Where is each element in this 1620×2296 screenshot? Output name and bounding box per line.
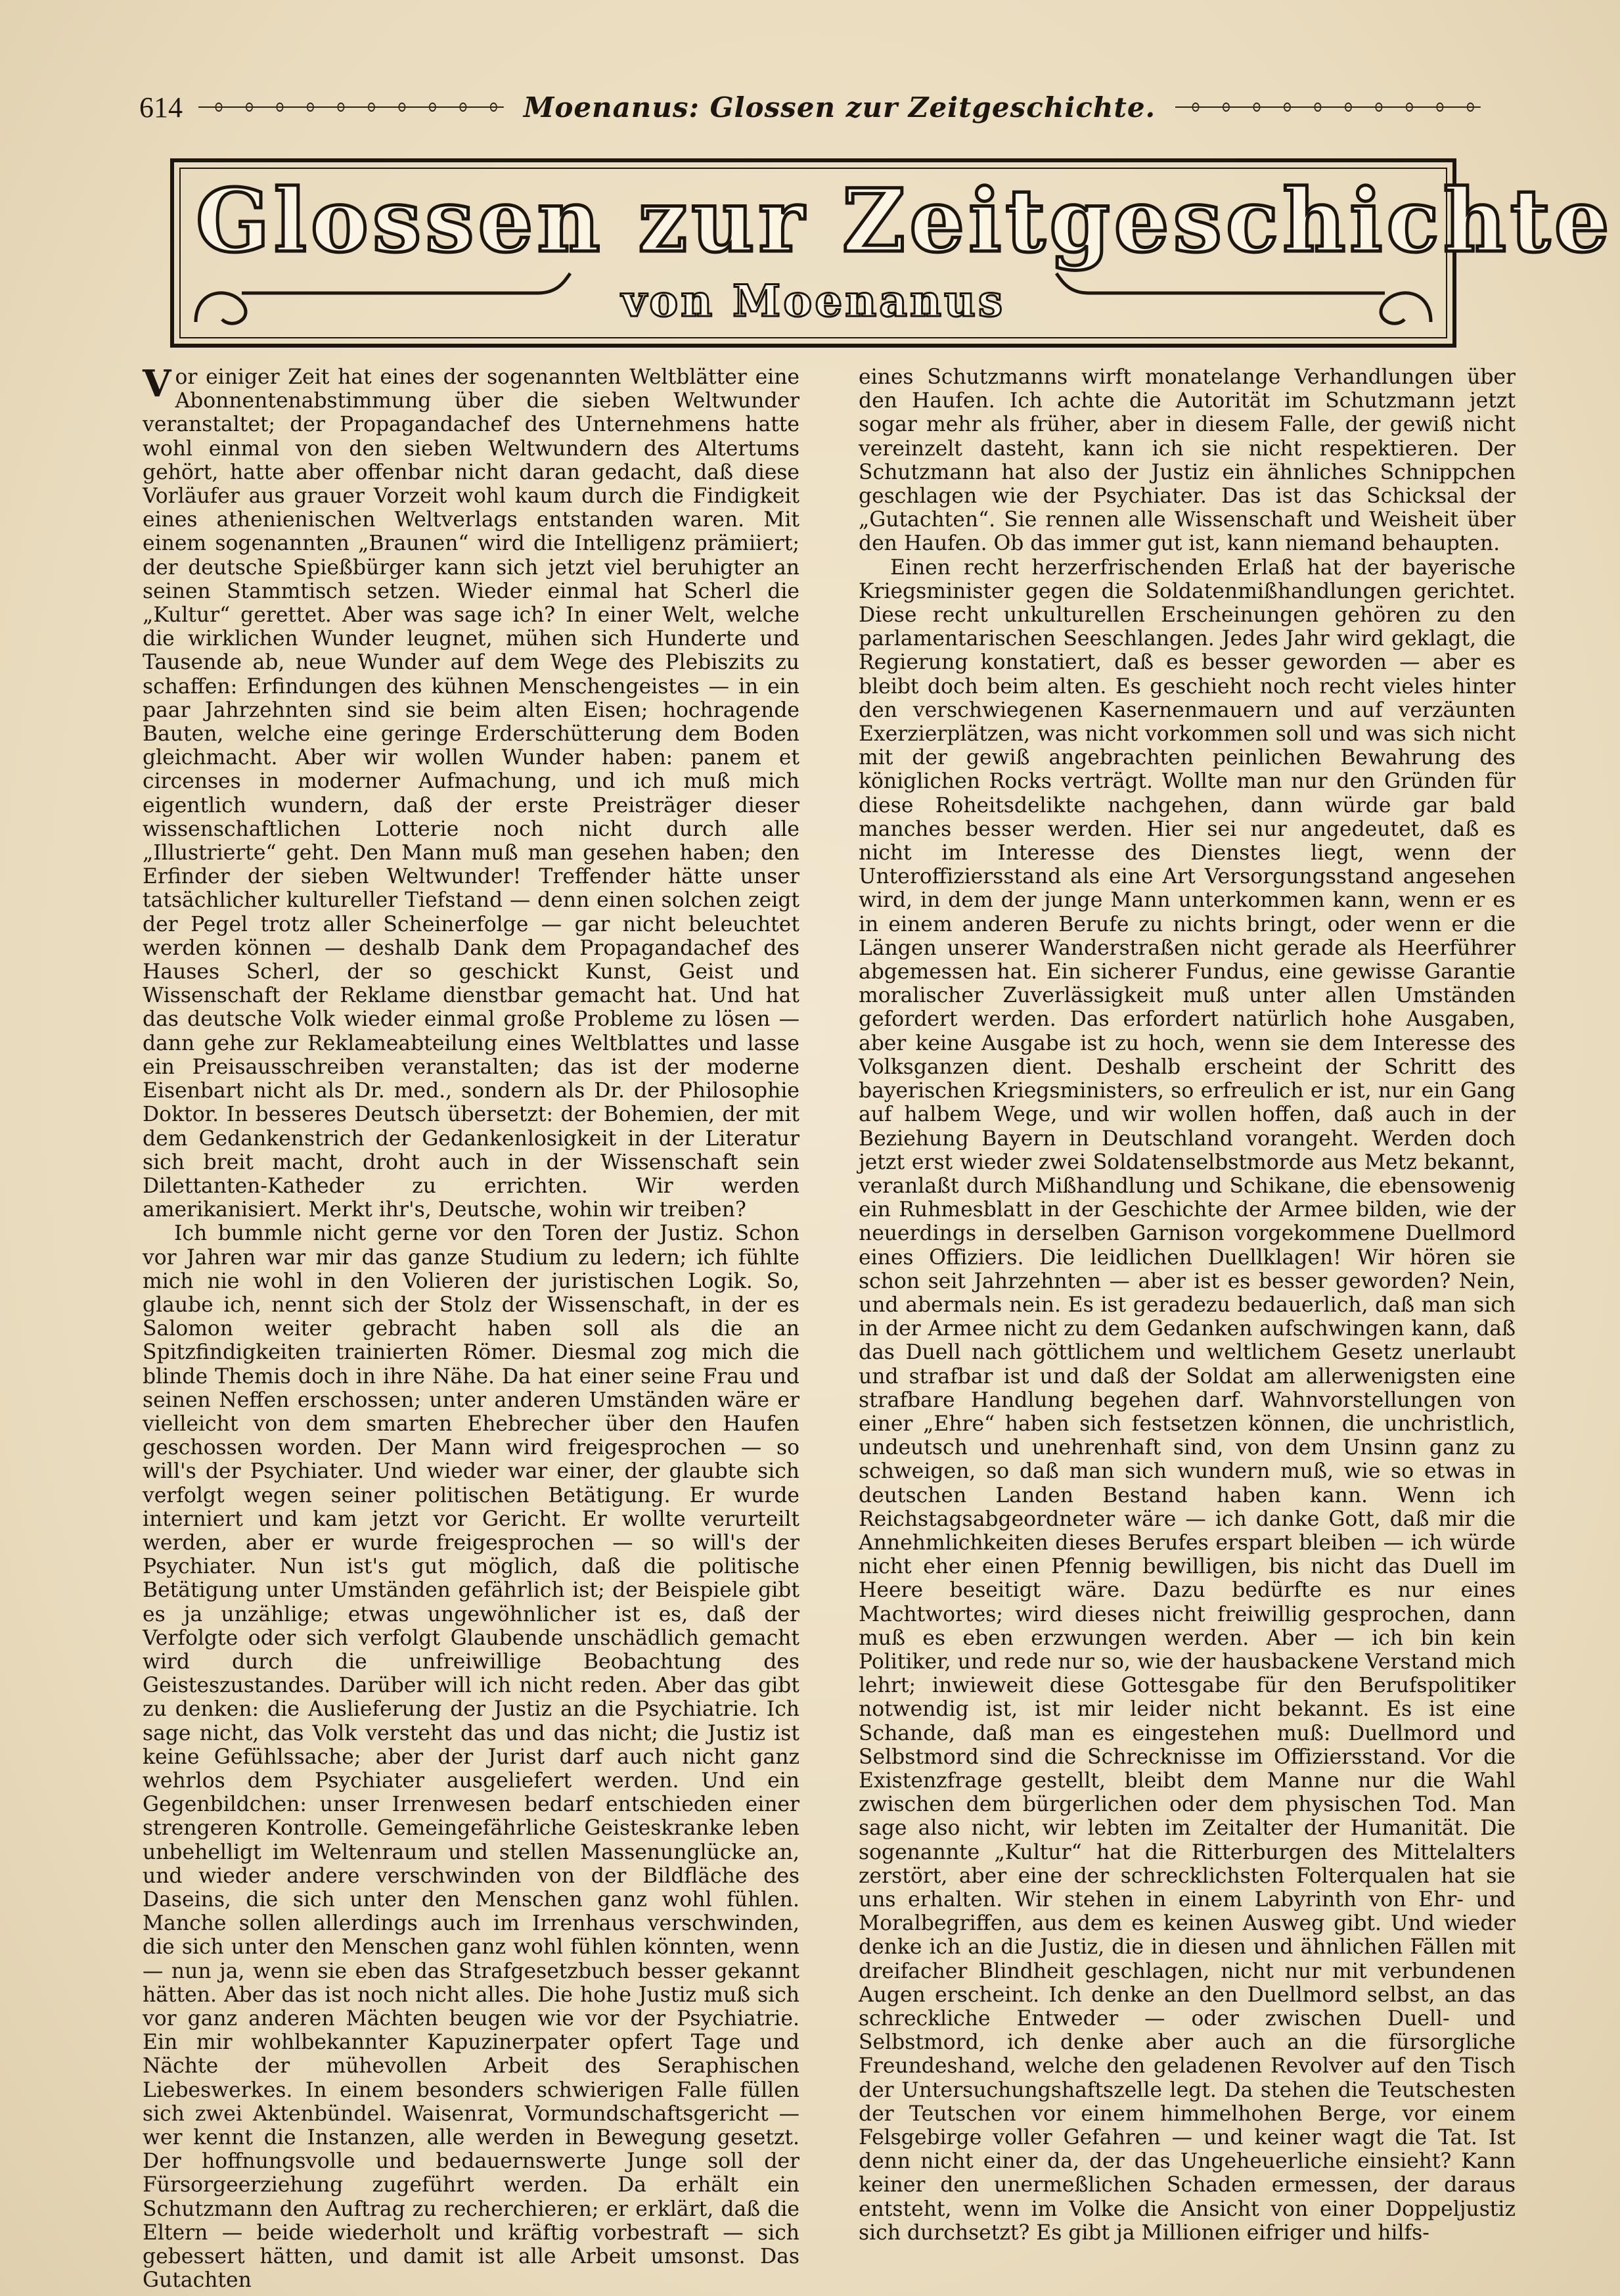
paragraph <box>143 362 799 1222</box>
paragraph: Einen recht herzerfrischenden Erlaß hat der bayerische Kriegsminister gegen die Soldatenmißhandlungen gerichtet. Diese recht unkulturellen Erscheinungen gehören zu den parlamentarischen Seeschlangen. Jedes Jahr wird geklagt, die Regierung konstatiert, daß es besser geworden — aber es bleibt doch beim alten. Es geschieht noch recht vieles hinter den verschwiegenen Kasernenmauern und auf verzäunten Exerzierplätzen, was nicht vorkommen soll und was sich nicht mit der gewiß angebrachten peinlichen Bewahrung des königlichen Rocks verträgt. Wollte man nur den Gründen für diese Roheitsdelikte nachgehen, dann würde gar bald manches besser werden. Hier sei nur angedeutet, daß es nicht im Interesse des Dienstes liegt, wenn der Unteroffiziersstand als eine Art Versorgungsstand angesehen wird, in dem der junge Mann unterkommen kann, wenn er es in einem anderen Berufe zu nichts bringt, oder wenn er die Längen unserer Wanderstraßen nicht gerade als Heerführer abgemessen hat. Ein sicherer Fundus, eine gewisse Garantie moralischer Zuverlässigkeit muß unter allen Umständen gefordert werden. Das erfordert natürlich hohe Ausgaben, aber keine Ausgabe ist zu hoch, wenn sie dem Interesse des Volksganzen dient. Deshalb erscheint der Schritt des bayerischen Kriegsministers, so erfreulich er ist, nur ein Gang auf halbem Wege, und wir wollen hoffen, daß auch in der Beziehung Bayern in Deutschland vorangeht. Werden doch jetzt erst wieder zwei Soldatenselbstmorde aus Metz bekannt, veranlaßt durch Mißhandlung und Schikane, die ebensowenig ein Ruhmesblatt in der Geschichte der Armee bilden, wie der neuerdings in derselben Garnison vorgekommene Duellmord eines Offiziers. Die leidlichen Duellklagen! Wir hören sie schon seit Jahrzehnten — aber ist es besser geworden? Nein, und abermals nein. Es ist geradezu bedauerlich, daß man sich in der Armee nicht zu dem Gedanken aufschwingen kann, daß das Duell nach göttlichem und weltlichem Gesetz unerlaubt und strafbar ist und daß der Soldat am allerwenigsten eine strafbare Handlung begehen darf. Wahnvorstellungen von einer „Ehre“ haben sich festsetzen können, die unchristlich, undeutsch und unehrenhaft sind, von dem Unsinn ganz zu schweigen, so daß man sich wundern muß, wie so etwas in deutschen Landen Bestand haben kann. Wenn ich Reichstagsabgeordneter wäre — ich danke Gott, daß mir die Annehmlichkeiten dieses Berufes erspart bleiben — ich würde nicht eher einen Pfennig bewilligen, bis nicht das Duell im Heere beseitigt wäre. Dazu bedürfte es nur eines Machtwortes; wird dieses nicht freiwillig gesprochen, dann muß es eben erzwungen werden. Aber — ich bin kein Politiker, und rede nur so, wie der hausbackene Verstand mich lehrt; inwieweit diese Gottesgabe für den Berufspolitiker notwendig ist, ist mir leider nicht bekannt. Es ist eine Schande, daß man es eingestehen muß: Duellmord und Selbstmord sind die Schrecknisse im Offiziersstand. Vor die Existenzfrage gestellt, bleibt dem Manne nur die Wahl zwischen dem bürgerlichen oder dem physischen Tod. Man sage also nicht, wir lebten im Zeitalter der Humanität. Die sogenannte „Kultur“ hat die Ritterburgen des Mittelalters zerstört, aber eine der schrecklichsten Folterqualen hat sie uns erhalten. Wir stehen in einem Labyrinth von Ehr- und Moralbegriffen, aus dem es keinen Ausweg gibt. Und wieder denke ich an die Justiz, die in diesen und ähnlichen Fällen mit dreifacher Blindheit geschlagen, nicht nur mit verbundenen Augen erscheint. Ich denke an den Duellmord selbst, an das schreckliche Entweder — oder zwischen Duell- und Selbstmord, ich denke aber auch an die fürsorgliche Freundeshand, welche den geladenen Revolver auf den Tisch der Untersuchungshaftszelle legt. Da stehen die Teutschesten der Teutschen vor einem himmelhohen Berge, vor einem Felsgebirge voller Gefahren — und keiner wagt die Tat. Ist denn nicht einer da, der das Ungeheuerliche einsieht? Kann keiner den unermeßlichen Schaden ermessen, der daraus entsteht, wenn im Volke die Ansicht von einer Doppeljustiz sich durchsetzt? Es gibt ja Millionen eifriger und hilfs- <box>859 555 1516 2245</box>
drop-cap: V <box>143 362 171 405</box>
paragraph: eines Schutzmanns wirft monatelange Verhandlungen über den Haufen. Ich achte die Autorität im Schutzmann jetzt sogar mehr als früher, aber in diesem Falle, der gewiß nicht vereinzelt dasteht, kann ich sie nicht respektieren. Der Schutzmann hat also der Justiz ein ähnliches Schnippchen geschlagen wie der Psychiater. Das ist das Schicksal der „Gutachten“. Sie rennen alle Wissenschaft und Weisheit über den Haufen. Ob das immer gut ist, kann niemand behaupten. <box>859 365 1516 556</box>
running-header <box>139 84 1481 130</box>
ornament-rule-left <box>198 99 504 115</box>
running-title: Moenanus: Glossen zur Zeitgeschichte. <box>523 91 1156 124</box>
article-title: Glossen zur Zeitgeschichte <box>196 170 1613 272</box>
ornament-rule-right <box>1175 99 1481 115</box>
text-column-right <box>859 365 1516 2245</box>
paragraph: Ich bummle nicht gerne vor den Toren der Justiz. Schon vor Jahren war mir das ganze Studium zu ledern; ich fühlte mich nie wohl in den Volieren der juristischen Logik. So, glaube ich, nennt sich der Stolz der Wissenschaft, in der es Salomon weiter gebracht haben soll als die an Spitzfindigkeiten trainierten Römer. Diesmal zog mich die blinde Themis doch in ihre Nähe. Da hat einer seine Frau und seinen Neffen erschossen; unter anderen Umständen wäre er vielleicht von dem smarten Ehebrecher über den Haufen geschossen worden. Der Mann wird freigesprochen — so will's der Psychiater. Und wieder war einer, der glaubte sich verfolgt wegen seiner politischen Betätigung. Er wurde interniert und kam jetzt vor Gericht. Er wollte verurteilt werden, aber er wurde freigesprochen — so will's der Psychiater. Nun ist's gut möglich, daß die politische Betätigung unter Umständen gefährlich ist; der Beispiele gibt es ja unzählige; etwas ungewöhnlicher ist es, daß der Verfolgte oder sich verfolgt Glaubende unschädlich gemacht wird durch die unfreiwillige Beobachtung des Geisteszustandes. Darüber will ich nicht reden. Aber das gibt zu denken: die Auslieferung der Justiz an die Psychiatrie. Ich sage nicht, das Volk versteht das und das nicht; die Justiz ist keine Gefühlssache; aber der Jurist darf auch nicht ganz wehrlos dem Psychiater ausgeliefert werden. Und ein Gegenbildchen: unser Irrenwesen bedarf entschieden einer strengeren Kontrolle. Gemeingefährliche Geisteskranke leben unbehelligt im Weltenraum und stellen Massenunglücke an, und wieder andere verschwinden von der Bildfläche des Daseins, die sich unter den Menschen ganz wohl fühlen. Manche sollen allerdings auch im Irrenhaus verschwinden, die sich unter den Menschen ganz wohl fühlen könnten, wenn — nun ja, wenn sie eben das Strafgesetzbuch besser gekannt hätten. Aber das ist noch nicht alles. Die hohe Justiz muß sich vor ganz anderen Mächten beugen wie vor der Psychiatrie. Ein mir wohlbekannter Kapuzinerpater opfert Tage und Nächte der mühevollen Arbeit des Seraphischen Liebeswerkes. In einem besonders schwierigen Falle füllen sich zwei Aktenbündel. Waisenrat, Vormundschaftsgericht — wer kennt die Instanzen, alle werden in Bewegung gesetzt. Der hoffnungsvolle und bedauernswerte Junge soll der Fürsorgeerziehung zugeführt werden. Da erhält ein Schutzmann den Auftrag zu recherchieren; er erklärt, daß die Eltern — beide wiederholt und kräftig vorbestraft — sich gebessert hätten, und damit ist alle Arbeit umsonst. Das Gutachten <box>143 1222 799 2293</box>
paragraph-text: or einiger Zeit hat eines der sogenannten Weltblätter eine Abonnentenabstimmung über die sieben Weltwunder veranstaltet; der Propagandachef des Unternehmens hatte wohl einmal von den sieben Weltwundern des Altertums gehört, hatte aber offenbar nicht daran gedacht, daß diese Vorläufer aus grauer Vorzeit wohl kaum durch die Findigkeit eines athenienischen Weltverlags entstanden waren. Mit einem sogenannten „Braunen“ wird die Intelligenz prämiiert; der deutsche Spießbürger kann sich jetzt viel beruhigter an seinen Stammtisch setzen. Wieder einmal hat Scherl die „Kultur“ gerettet. Aber was sage ich? In einer Welt, welche die wirklichen Wunder leugnet, mühen sich Hunderte und Tausende ab, neue Wunder auf dem Wege des Plebiszits zu schaffen: Erfindungen des kühnen Menschengeistes — in ein paar Jahrzehnten sind sie beim alten Eisen; hochragende Bauten, welche eine geringe Erderschütterung dem Boden gleichmacht. Aber wir wollen Wunder haben: panem et circenses in moderner Aufmachung, und ich muß mich eigentlich wundern, daß der erste Preisträger dieser wissenschaftlichen Lotterie noch nicht durch alle „Illustrierte“ geht. Den Mann muß man gesehen haben; den Erfinder der sieben Weltwunder! Treffender hätte unser tatsächlicher kultureller Tiefstand — denn einen solchen zeigt der Pegel trotz aller Scheinerfolge — gar nicht beleuchtet werden können — deshalb Dank dem Propagandachef des Hauses Scherl, der so geschickt Kunst, Geist und Wissenschaft der Reklame dienstbar gemacht hat. Und hat das deutsche Volk wieder einmal große Probleme zu lösen — dann gehe zur Reklameabteilung eines Weltblattes und lasse ein Preisausschreiben veranstalten; das ist der moderne Eisenbart nicht als Dr. med., sondern als Dr. der Philosophie Doktor. In besseres Deutsch übersetzt: der Bohemien, der mit dem Gedankenstrich der Gedankenlosigkeit in der Literatur sich breit macht, droht auch in der Wissenschaft sein Dilettanten-Katheder zu errichten. Wir werden amerikanisiert. Merkt ihr's, Deutsche, wohin wir treiben? <box>143 365 799 1222</box>
article-byline: von Moenanus <box>621 275 1006 327</box>
title-block <box>169 158 1613 348</box>
text-column-left <box>143 362 799 2293</box>
page-number: 614 <box>139 91 183 124</box>
